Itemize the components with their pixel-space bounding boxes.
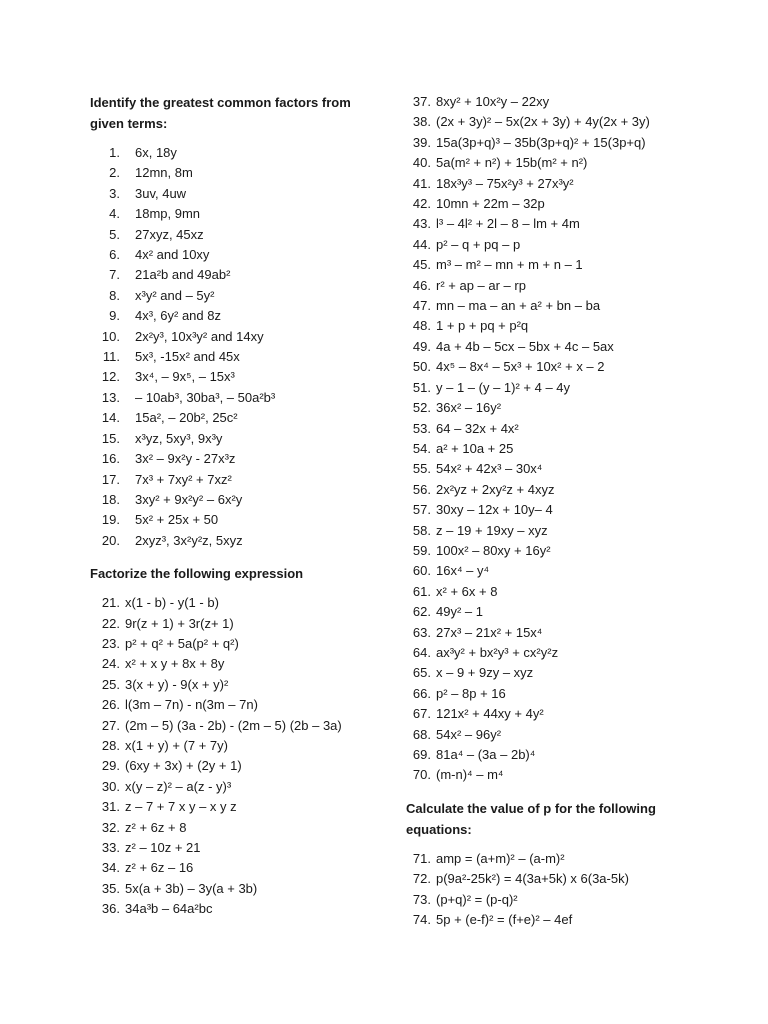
list-item	[406, 704, 756, 724]
item-expression: 6x, 18y	[135, 145, 177, 160]
item-expression: 2x²y³, 10x³y² and 14xy	[135, 328, 264, 344]
item-number: 29.	[101, 758, 120, 774]
item-number: 72.	[412, 871, 431, 887]
item-number: 10.	[101, 328, 120, 344]
list-item	[90, 879, 390, 899]
item-expression: 5p + (e-f)² = (f+e)² – 4ef	[436, 912, 573, 928]
item-number: 67.	[412, 706, 431, 722]
item-number: 4.	[109, 206, 120, 222]
item-number: 22.	[101, 615, 120, 631]
item-number: 39.	[412, 134, 431, 150]
list-item	[406, 745, 756, 765]
item-number: 35.	[101, 880, 120, 896]
item-expression: 18x³y³ – 75x²y³ + 27x³y²	[436, 175, 574, 191]
list-item	[406, 92, 756, 112]
item-number: 46.	[412, 277, 431, 293]
item-number: 23.	[101, 635, 120, 651]
list-item	[406, 643, 756, 663]
list-item	[406, 112, 756, 132]
item-number: 52.	[412, 400, 431, 416]
item-expression: m³ – m² – mn + m + n – 1	[436, 257, 583, 273]
item-number: 50.	[412, 359, 431, 375]
factorize-list-right	[406, 92, 756, 786]
list-item	[406, 561, 756, 581]
item-expression: a² + 10a + 25	[436, 440, 514, 456]
item-expression: 4a + 4b – 5cx – 5bx + 4c – 5ax	[436, 338, 614, 354]
list-item	[406, 296, 756, 316]
list-item	[406, 235, 756, 255]
item-number: 66.	[412, 685, 431, 701]
item-number: 70.	[412, 767, 431, 783]
item-number: 38.	[412, 114, 431, 130]
list-item	[90, 858, 390, 878]
item-expression: x(y – z)² – a(z - y)³	[125, 778, 232, 794]
item-expression: z – 7 + 7 x y – x y z	[125, 799, 237, 815]
item-number: 20.	[101, 532, 120, 548]
list-item	[90, 265, 390, 285]
item-expression: 100x² – 80xy + 16y²	[436, 542, 551, 558]
list-item	[90, 408, 390, 428]
item-expression: 12mn, 8m	[135, 165, 193, 181]
item-expression: p² + q² + 5a(p² + q²)	[125, 635, 239, 651]
item-expression: 4x² and 10xy	[135, 247, 210, 263]
list-item	[90, 245, 390, 265]
item-expression: 27xyz, 45xz	[135, 226, 204, 242]
section3-heading-line2: equations:	[406, 821, 472, 837]
item-expression: (2x + 3y)² – 5x(2x + 3y) + 4y(2x + 3y)	[436, 114, 650, 130]
item-expression: mn – ma – an + a² + bn – ba	[436, 298, 601, 314]
item-number: 36.	[101, 901, 120, 917]
item-expression: 2xyz³, 3x²y²z, 5xyz	[135, 532, 243, 548]
item-expression: 64 – 32x + 4x²	[436, 420, 519, 436]
list-item	[406, 869, 756, 889]
item-number: 58.	[412, 522, 431, 538]
list-item	[406, 480, 756, 500]
list-item	[90, 470, 390, 490]
item-expression: 36x² – 16y²	[436, 400, 502, 416]
item-expression: amp = (a+m)² – (a-m)²	[436, 850, 565, 866]
item-expression: (6xy + 3x) + (2y + 1)	[125, 758, 242, 774]
list-item	[90, 818, 390, 838]
item-number: 11.	[102, 349, 120, 365]
item-expression: 5a(m² + n²) + 15b(m² + n²)	[436, 155, 588, 171]
item-number: 6.	[109, 247, 120, 263]
item-number: 63.	[412, 624, 431, 640]
list-item	[90, 797, 390, 817]
item-expression: z – 19 + 19xy – xyz	[436, 522, 548, 538]
list-item	[406, 153, 756, 173]
list-item	[406, 276, 756, 296]
section1-heading-line1: Identify the greatest common factors from	[90, 95, 351, 110]
list-item	[406, 357, 756, 377]
list-item	[90, 838, 390, 858]
list-item	[406, 398, 756, 418]
item-number: 51.	[412, 379, 431, 395]
list-item	[90, 367, 390, 387]
item-number: 3.	[109, 185, 120, 201]
list-item	[90, 634, 390, 654]
item-expression: (m-n)⁴ – m⁴	[436, 767, 504, 783]
item-expression: – 10ab³, 30ba³, – 50a²b³	[135, 389, 276, 405]
item-expression: (2m – 5) (3a - 2b) - (2m – 5) (2b – 3a)	[125, 717, 342, 733]
item-number: 5.	[109, 226, 120, 242]
item-expression: 5x³, -15x² and 45x	[135, 349, 240, 365]
item-expression: 2x²yz + 2xy²z + 4xyz	[436, 481, 555, 497]
item-expression: 3uv, 4uw	[135, 185, 187, 201]
item-number: 60.	[412, 563, 431, 579]
item-expression: 49y² – 1	[436, 604, 483, 620]
item-expression: 10mn + 22m – 32p	[436, 196, 545, 212]
item-number: 37.	[412, 94, 431, 109]
item-expression: (p+q)² = (p-q)²	[436, 891, 518, 907]
item-expression: 81a⁴ – (3a – 2b)⁴	[436, 747, 536, 762]
item-expression: x² + x y + 8x + 8y	[125, 656, 225, 672]
item-expression: 3xy² + 9x²y² – 6x²y	[135, 491, 243, 507]
list-item	[90, 675, 390, 695]
list-item	[406, 316, 756, 336]
list-item	[406, 663, 756, 683]
section2-heading: Factorize the following expression	[90, 566, 304, 582]
item-expression: 121x² + 44xy + 4y²	[436, 706, 544, 722]
item-expression: 54x² + 42x³ – 30x⁴	[436, 461, 543, 477]
item-number: 68.	[412, 726, 431, 742]
list-item	[90, 388, 390, 408]
item-number: 44.	[412, 236, 431, 252]
list-item	[90, 593, 390, 613]
item-number: 8.	[109, 287, 120, 303]
item-number: 15.	[101, 430, 120, 446]
list-item	[90, 756, 390, 776]
list-item	[90, 736, 390, 756]
item-expression: 7x³ + 7xy² + 7xz²	[135, 471, 232, 487]
item-number: 17.	[101, 471, 120, 487]
list-item	[406, 684, 756, 704]
section1-heading-line2: given terms:	[90, 116, 168, 131]
item-number: 27.	[101, 717, 120, 733]
item-number: 34.	[101, 860, 120, 876]
list-item	[406, 521, 756, 541]
item-expression: 21a²b and 49ab²	[135, 267, 231, 283]
item-number: 57.	[412, 502, 431, 518]
item-number: 7.	[109, 267, 120, 283]
item-expression: 34a³b – 64a²bc	[125, 901, 213, 917]
item-number: 40.	[412, 155, 431, 171]
item-expression: 5x(a + 3b) – 3y(a + 3b)	[125, 880, 258, 896]
item-expression: ax³y² + bx²y³ + cx²y²z	[436, 644, 559, 660]
item-number: 42.	[412, 196, 431, 212]
item-number: 69.	[412, 747, 431, 762]
item-expression: 27x³ – 21x² + 15x⁴	[436, 624, 543, 640]
item-number: 49.	[412, 338, 431, 354]
list-item	[406, 419, 756, 439]
item-expression: 4x³, 6y² and 8z	[135, 308, 221, 324]
section3-heading-line1: Calculate the value of p for the following	[406, 800, 656, 816]
list-item	[406, 133, 756, 153]
item-expression: 9r(z + 1) + 3r(z+ 1)	[125, 615, 234, 631]
item-number: 21.	[101, 595, 120, 611]
list-item	[406, 582, 756, 602]
list-item	[406, 174, 756, 194]
item-expression: z² – 10z + 21	[125, 840, 201, 855]
item-expression: 18mp, 9mn	[135, 206, 201, 222]
item-number: 55.	[412, 461, 431, 477]
list-item	[90, 286, 390, 306]
item-expression: 3x⁴, – 9x⁵, – 15x³	[135, 369, 235, 385]
list-item	[90, 163, 390, 183]
item-number: 47.	[412, 298, 431, 314]
item-number: 61.	[412, 583, 431, 599]
list-item	[406, 541, 756, 561]
list-item	[406, 214, 756, 234]
item-number: 14.	[101, 410, 120, 426]
item-number: 32.	[101, 819, 120, 835]
item-number: 19.	[101, 512, 120, 528]
item-number: 74.	[412, 912, 431, 928]
item-number: 65.	[412, 665, 431, 681]
list-item	[90, 777, 390, 797]
item-expression: r² + ap – ar – rp	[436, 277, 526, 293]
item-expression: 3(x + y) - 9(x + y)²	[125, 676, 229, 692]
item-expression: 54x² – 96y²	[436, 726, 502, 742]
item-expression: 3x² – 9x²y - 27x³z	[135, 451, 236, 467]
item-number: 53.	[412, 420, 431, 436]
list-item	[90, 716, 390, 736]
list-item	[90, 899, 390, 919]
item-number: 33.	[101, 840, 120, 855]
list-item	[406, 849, 756, 869]
item-expression: p(9a²-25k²) = 4(3a+5k) x 6(3a-5k)	[436, 871, 629, 887]
item-expression: y – 1 – (y – 1)² + 4 – 4y	[436, 379, 571, 395]
item-number: 9.	[109, 308, 120, 324]
list-item	[90, 306, 390, 326]
list-item	[90, 490, 390, 510]
item-expression: x³y² and – 5y²	[135, 287, 215, 303]
list-item	[406, 890, 756, 910]
item-number: 43.	[412, 216, 431, 232]
list-item	[406, 378, 756, 398]
item-number: 73.	[412, 891, 431, 907]
list-item	[90, 510, 390, 530]
solve-p-list	[406, 849, 756, 931]
item-expression: p² – 8p + 16	[436, 685, 506, 701]
item-expression: x(1 + y) + (7 + 7y)	[125, 737, 228, 753]
list-item	[406, 459, 756, 479]
right-column	[406, 92, 756, 930]
item-expression: l³ – 4l² + 2l – 8 – lm + 4m	[436, 216, 580, 232]
item-expression: 4x⁵ – 8x⁴ – 5x³ + 10x² + x – 2	[436, 359, 605, 375]
item-expression: x³yz, 5xy³, 9x³y	[135, 430, 223, 446]
item-expression: 16x⁴ – y⁴	[436, 563, 490, 579]
item-number: 41.	[412, 175, 431, 191]
list-item	[406, 910, 756, 930]
factorize-list-left	[90, 593, 390, 920]
item-number: 24.	[101, 656, 120, 672]
item-number: 64.	[412, 644, 431, 660]
item-expression: 15a², – 20b², 25c²	[135, 410, 238, 426]
item-expression: x(1 - b) - y(1 - b)	[125, 595, 219, 611]
list-item	[406, 337, 756, 357]
item-number: 31.	[101, 799, 120, 815]
item-number: 62.	[412, 604, 431, 620]
item-number: 48.	[412, 318, 431, 334]
gcf-list	[90, 143, 390, 551]
list-item	[90, 225, 390, 245]
item-expression: 15a(3p+q)³ – 35b(3p+q)² + 15(3p+q)	[436, 134, 646, 150]
section1-heading	[90, 92, 390, 134]
item-number: 28.	[101, 737, 120, 753]
list-item	[90, 143, 390, 163]
item-expression: z² + 6z + 8	[125, 819, 187, 835]
item-expression: z² + 6z – 16	[125, 860, 194, 876]
list-item	[406, 500, 756, 520]
list-item	[406, 623, 756, 643]
item-expression: 1 + p + pq + p²q	[436, 318, 529, 334]
list-item	[406, 602, 756, 622]
list-item	[90, 184, 390, 204]
item-number: 1.	[109, 145, 120, 160]
list-item	[90, 695, 390, 715]
item-number: 59.	[412, 542, 431, 558]
item-number: 12.	[101, 369, 120, 385]
item-expression: x² + 6x + 8	[436, 583, 498, 599]
item-number: 71.	[412, 850, 431, 866]
list-item	[406, 725, 756, 745]
list-item	[90, 531, 390, 551]
item-expression: 30xy – 12x + 10y– 4	[436, 502, 553, 518]
list-item	[90, 204, 390, 224]
left-column	[90, 92, 390, 920]
item-expression: l(3m – 7n) - n(3m – 7n)	[125, 697, 258, 713]
section3-heading	[406, 798, 756, 840]
item-number: 13.	[101, 389, 120, 405]
list-item	[406, 194, 756, 214]
item-number: 56.	[412, 481, 431, 497]
list-item	[90, 654, 390, 674]
list-item	[90, 327, 390, 347]
item-expression: p² – q + pq – p	[436, 236, 521, 252]
list-item	[90, 614, 390, 634]
list-item	[406, 255, 756, 275]
item-expression: 8xy² + 10x²y – 22xy	[436, 94, 550, 109]
item-number: 2.	[109, 165, 120, 181]
item-expression: x – 9 + 9zy – xyz	[436, 665, 534, 681]
item-number: 25.	[101, 676, 120, 692]
item-number: 16.	[101, 451, 120, 467]
item-number: 18.	[101, 491, 120, 507]
item-number: 30.	[101, 778, 120, 794]
list-item	[90, 449, 390, 469]
list-item	[406, 439, 756, 459]
item-number: 45.	[412, 257, 431, 273]
list-item	[90, 429, 390, 449]
item-number: 54.	[412, 440, 431, 456]
item-number: 26.	[101, 697, 120, 713]
list-item	[90, 347, 390, 367]
item-expression: 5x² + 25x + 50	[135, 512, 219, 528]
list-item	[406, 765, 756, 785]
